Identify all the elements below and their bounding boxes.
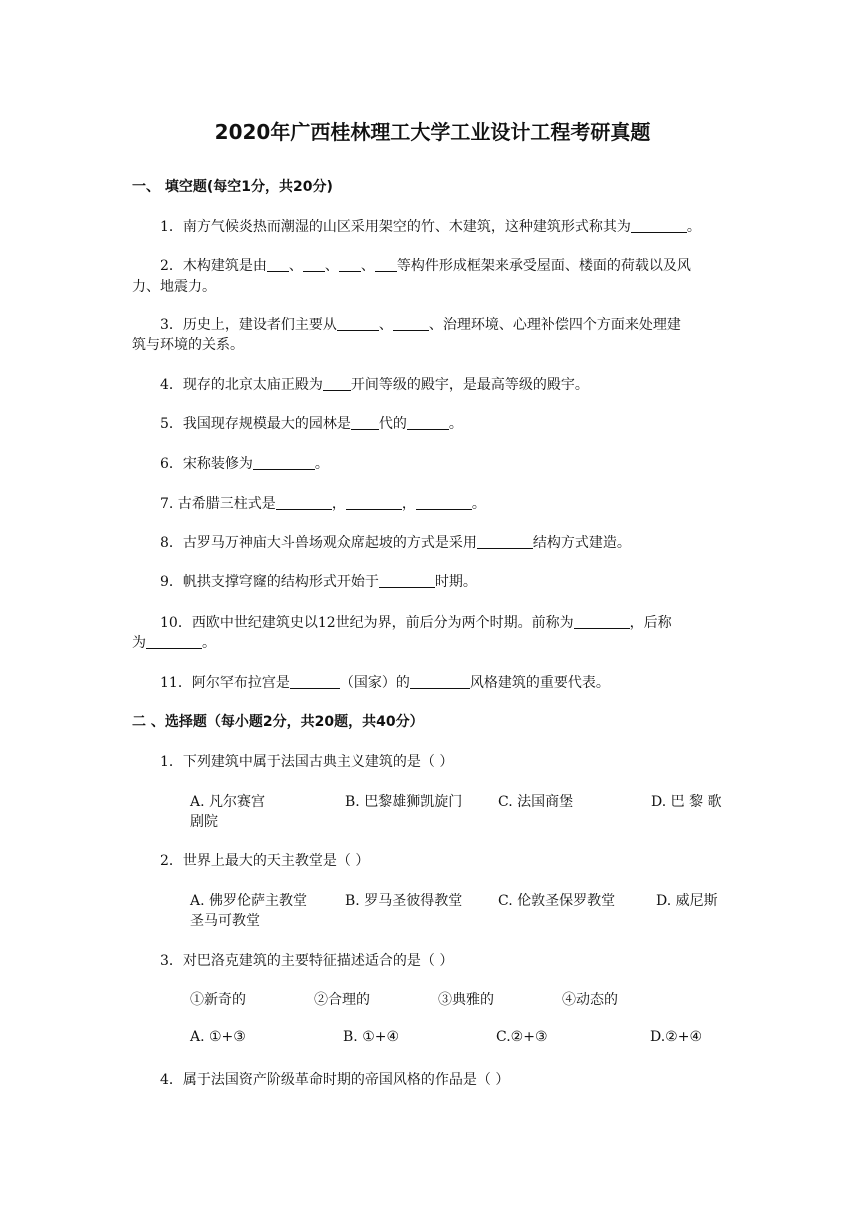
option-a[interactable]: A. ①+③ — [190, 1029, 246, 1045]
question-1-7: 7. 古希腊三柱式是 ， ， 。 — [160, 496, 486, 512]
option-a[interactable]: A. 凡尔赛宫 — [190, 794, 266, 810]
statement-item: ③典雅的 — [438, 992, 494, 1008]
answer-blank[interactable] — [276, 495, 332, 510]
question-1-5: 5．我国现存规模最大的园林是 代的 。 — [160, 416, 463, 432]
answer-blank[interactable] — [351, 415, 379, 430]
question-2-3-options — [190, 1029, 702, 1045]
statement-item: ①新奇的 — [190, 992, 246, 1008]
question-2-2: 2．世界上最大的天主教堂是（ ） — [160, 853, 370, 869]
answer-blank[interactable] — [253, 455, 315, 470]
question-2-1-options — [190, 791, 735, 811]
answer-blank[interactable] — [337, 316, 379, 331]
statement-item: ④动态的 — [562, 992, 618, 1008]
answer-blank[interactable] — [416, 495, 472, 510]
option-b[interactable]: B. 巴黎雄狮凯旋门 — [345, 794, 463, 810]
option-c[interactable]: C. 法国商堡 — [498, 794, 574, 810]
answer-blank[interactable] — [407, 415, 449, 430]
page-title: 2020年广西桂林理工大学工业设计工程考研真题 — [214, 120, 651, 144]
section-heading-multiple-choice: 二 、选择题（每小题2分，共20题，共40分） — [132, 714, 424, 730]
question-2-2-options — [190, 890, 735, 910]
question-1-4: 4．现存的北京太庙正殿为 开间等级的殿宇，是最高等级的殿宇。 — [160, 377, 589, 393]
option-a[interactable]: A. 佛罗伦萨主教堂 — [190, 893, 308, 909]
answer-blank[interactable] — [323, 376, 351, 391]
question-1-8: 8．古罗马万神庙大斗兽场观众席起坡的方式是采用 结构方式建造。 — [160, 535, 631, 551]
question-1-3-cont: 筑与环境的关系。 — [132, 337, 244, 353]
question-1-3: 3．历史上，建设者们主要从 、 、治理环境、心理补偿四个方面来处理建 — [160, 317, 681, 333]
answer-blank[interactable] — [303, 257, 325, 272]
section-heading-fill-in: 一、 填空题(每空1分，共20分) — [132, 179, 333, 195]
answer-blank[interactable] — [346, 495, 402, 510]
question-1-9: 9．帆拱支撑穹窿的结构形式开始于 时期。 — [160, 574, 477, 590]
option-c[interactable]: C.②+③ — [496, 1029, 548, 1045]
question-1-6: 6．宋称装修为 。 — [160, 456, 329, 472]
question-2-1: 1．下列建筑中属于法国古典主义建筑的是（ ） — [160, 754, 454, 770]
option-b[interactable]: B. 罗马圣彼得教堂 — [345, 893, 463, 909]
question-1-10-cont: 为 。 — [132, 635, 216, 651]
option-d-wrap: 圣马可教堂 — [190, 913, 260, 929]
question-2-3-statements — [190, 989, 618, 1009]
answer-blank[interactable] — [631, 218, 687, 233]
question-1-1: 1．南方气候炎热而潮湿的山区采用架空的竹、木建筑，这种建筑形式称其为 。 — [160, 219, 701, 235]
answer-blank[interactable] — [379, 573, 435, 588]
answer-blank[interactable] — [339, 257, 361, 272]
answer-blank[interactable] — [146, 634, 202, 649]
answer-blank[interactable] — [290, 674, 340, 689]
question-1-10: 10．西欧中世纪建筑史以12世纪为界，前后分为两个时期。前称为 ，后称 — [160, 615, 672, 631]
question-2-4: 4．属于法国资产阶级革命时期的帝国风格的作品是（ ） — [160, 1072, 510, 1088]
statement-item: ②合理的 — [314, 992, 370, 1008]
answer-blank[interactable] — [393, 316, 429, 331]
answer-blank[interactable] — [410, 674, 470, 689]
answer-blank[interactable] — [574, 614, 630, 629]
option-c[interactable]: C. 伦敦圣保罗教堂 — [498, 893, 616, 909]
option-d[interactable]: D. 巴 黎 歌 — [651, 794, 722, 810]
question-2-3: 3．对巴洛克建筑的主要特征描述适合的是（ ） — [160, 953, 454, 969]
question-1-11: 11．阿尔罕布拉宫是 （国家）的 风格建筑的重要代表。 — [160, 675, 610, 691]
answer-blank[interactable] — [267, 257, 289, 272]
question-1-2: 2．木构建筑是由 、 、 、 等构件形成框架来承受屋面、楼面的荷载以及风 — [160, 258, 691, 274]
option-d[interactable]: D. 威尼斯 — [656, 893, 718, 909]
question-1-2-cont: 力、地震力。 — [132, 279, 216, 295]
option-b[interactable]: B. ①+④ — [343, 1029, 400, 1045]
answer-blank[interactable] — [477, 534, 533, 549]
answer-blank[interactable] — [375, 257, 397, 272]
option-d-wrap: 剧院 — [190, 814, 218, 830]
option-d[interactable]: D.②+④ — [650, 1029, 703, 1045]
